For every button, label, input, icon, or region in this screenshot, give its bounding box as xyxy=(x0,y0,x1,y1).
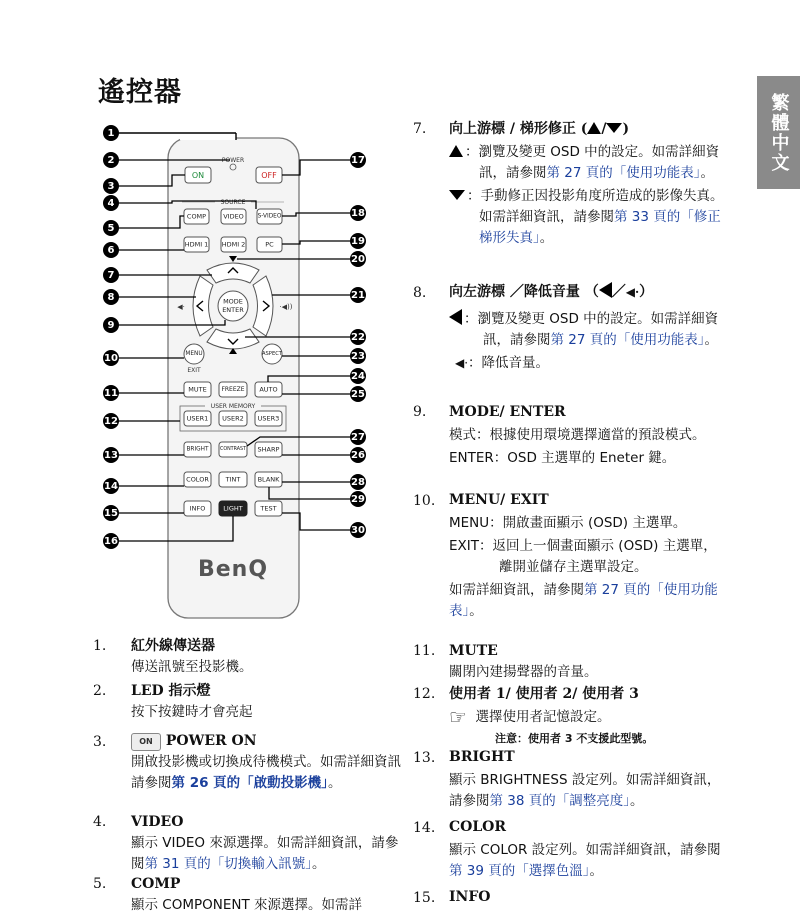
svg-text:HDMI 1: HDMI 1 xyxy=(184,240,209,249)
item-number: 2. xyxy=(93,683,107,699)
switch-input-link[interactable]: 第 31 頁的「切換輸入訊號」 xyxy=(144,856,313,872)
aspect-button[interactable] xyxy=(262,344,283,364)
item-heading: 向左游標 ／降低音量 （ xyxy=(449,284,599,300)
item-left-volume-down xyxy=(449,282,729,374)
item-up-keystone xyxy=(449,119,724,249)
callout-numbers-left xyxy=(103,125,119,549)
callout-14 xyxy=(103,478,119,494)
callout-number: 27 xyxy=(351,432,365,443)
callout-number: 30 xyxy=(351,525,365,536)
callout-2 xyxy=(103,152,119,168)
item-note: 注意：使用者 3 不支援此型號。 xyxy=(495,732,654,745)
keystone-triangle-icon xyxy=(606,123,622,133)
item-description: 傳送訊號至投影機。 xyxy=(131,659,253,675)
item-number: 14. xyxy=(413,820,436,836)
item-description: ENTER：OSD 主選單的 Eneter 鍵。 xyxy=(449,450,676,466)
svg-text:COMP: COMP xyxy=(186,212,207,221)
color-temp-link[interactable]: 第 39 頁的「選擇色溫」 xyxy=(449,863,590,879)
svg-text:MENU: MENU xyxy=(185,351,203,357)
use-menu-link[interactable]: 第 27 頁的「使用功能表」 xyxy=(550,332,705,348)
callout-number: 14 xyxy=(104,481,118,492)
item-heading: MODE/ ENTER xyxy=(449,404,566,420)
auto-button[interactable] xyxy=(255,382,282,397)
svg-text:ENTER: ENTER xyxy=(222,306,244,314)
callout-number: 21 xyxy=(351,290,365,301)
on-button[interactable] xyxy=(185,167,211,183)
item-mode-enter xyxy=(449,402,724,469)
callout-19 xyxy=(350,233,366,249)
svg-text:USER3: USER3 xyxy=(257,414,280,423)
item-description: ：降低音量。 xyxy=(468,355,550,371)
user2-button[interactable] xyxy=(219,411,247,426)
item-description-end: 。 xyxy=(327,775,342,791)
item-heading: INFO xyxy=(449,889,491,905)
callout-number: 1 xyxy=(107,128,115,139)
callout-number: 9 xyxy=(107,320,115,331)
benq-logo: BenQ xyxy=(197,557,269,582)
item-heading: MUTE xyxy=(449,643,498,659)
up-triangle-icon xyxy=(449,145,463,157)
freeze-button[interactable] xyxy=(219,382,247,397)
item-description: MENU：開啟畫面顯示 (OSD) 主選單。 xyxy=(449,515,687,531)
color-button[interactable] xyxy=(184,472,211,487)
item-number: 12. xyxy=(413,686,436,702)
info-button[interactable] xyxy=(184,501,211,516)
svg-text:MUTE: MUTE xyxy=(188,385,207,394)
item-number: 4. xyxy=(93,814,107,830)
item-description: 顯示 COLOR 設定列。如需詳細資訊，請參閱 xyxy=(449,842,721,858)
item-description: 顯示 BRIGHTNESS 設定列。如需詳細資訊，請參閱 xyxy=(449,772,721,809)
callout-13 xyxy=(103,447,119,463)
callout-4 xyxy=(103,195,119,211)
svg-text:PC: PC xyxy=(265,240,274,249)
svg-text:USER2: USER2 xyxy=(222,414,244,423)
item-description: 關閉內建揚聲器的音量。 xyxy=(449,664,598,680)
callout-3 xyxy=(103,178,119,194)
callout-number: 3 xyxy=(107,181,115,192)
hdmi2-button[interactable] xyxy=(221,237,246,252)
item-heading: 紅外線傳送器 xyxy=(131,638,215,654)
item-number: 15. xyxy=(413,890,436,906)
callout-21 xyxy=(350,287,366,303)
keystone-triangle-icon xyxy=(449,190,465,200)
svg-text:TINT: TINT xyxy=(225,475,241,484)
callout-number: 26 xyxy=(351,450,365,461)
callout-number: 10 xyxy=(104,353,118,364)
item-description: 按下按鍵時才會亮起 xyxy=(131,704,253,720)
item-comp xyxy=(131,874,411,916)
callout-number: 20 xyxy=(351,254,365,265)
pc-button[interactable] xyxy=(257,237,282,252)
mode-enter-button[interactable] xyxy=(218,291,248,321)
item-description: ：手動修正因投影角度所造成的影像失真。如需詳細資訊，請參閱 xyxy=(467,188,724,225)
callout-number: 23 xyxy=(351,351,365,362)
source-label: SOURCE xyxy=(220,199,246,206)
svg-text:COLOR: COLOR xyxy=(186,475,209,484)
item-description: ：瀏覽及變更 OSD 中的設定。如需詳細資訊，請參閱 xyxy=(465,144,720,181)
callout-15 xyxy=(103,505,119,521)
keystone-link[interactable]: 第 33 頁的「修正梯形失真」 xyxy=(479,209,721,246)
video-button[interactable] xyxy=(221,209,246,224)
callout-24 xyxy=(350,368,366,384)
item-video xyxy=(131,812,406,875)
svg-text:CONTRAST: CONTRAST xyxy=(219,447,247,452)
callout-number: 17 xyxy=(351,155,365,166)
item-number: 9. xyxy=(413,404,427,420)
item-number: 10. xyxy=(413,493,436,509)
svg-text:ASPECT: ASPECT xyxy=(261,351,283,357)
item-menu-exit xyxy=(449,490,724,622)
item-power-on xyxy=(131,731,406,794)
test-button[interactable] xyxy=(255,501,282,516)
heading-separator: ／ xyxy=(611,284,626,300)
item-led xyxy=(131,681,411,723)
hdmi1-button[interactable] xyxy=(184,237,209,252)
left-triangle-icon xyxy=(449,309,462,325)
blank-button[interactable] xyxy=(255,472,282,487)
page-title: 遙控器 xyxy=(98,77,182,108)
comp-button[interactable] xyxy=(184,209,209,224)
callout-17 xyxy=(350,152,366,168)
bright-button[interactable] xyxy=(184,442,211,457)
item-description: 開啟投影機或切換成待機模式。如需詳細資訊請參閱 xyxy=(131,754,401,791)
item-heading: MENU/ EXIT xyxy=(449,492,549,508)
item-number: 8. xyxy=(413,285,427,301)
item-heading: COLOR xyxy=(449,819,507,835)
svg-text:MODE: MODE xyxy=(223,297,243,306)
callout-25 xyxy=(350,386,366,402)
volume-down-icon: ◀· xyxy=(177,303,185,311)
user-memory-label: USER MEMORY xyxy=(210,403,256,410)
item-number: 11. xyxy=(413,643,436,659)
heading-end: ) xyxy=(622,121,630,137)
language-tab: 繁體中文 xyxy=(757,76,800,189)
item-ir-transmitter xyxy=(131,636,411,678)
svg-text:SHARP: SHARP xyxy=(257,445,280,454)
callout-number: 24 xyxy=(351,371,365,382)
on-button-icon: ON xyxy=(131,733,161,751)
svideo-button[interactable] xyxy=(257,209,282,224)
item-user-memory xyxy=(449,684,729,749)
callout-22 xyxy=(350,329,366,345)
callout-29 xyxy=(350,491,366,507)
brightness-link[interactable]: 第 38 頁的「調整亮度」 xyxy=(489,793,631,809)
callout-number: 28 xyxy=(351,477,365,488)
item-mute xyxy=(449,641,724,683)
svg-text:HDMI 2: HDMI 2 xyxy=(221,240,246,249)
up-triangle-icon xyxy=(587,122,601,134)
svg-text:AUTO: AUTO xyxy=(259,385,278,394)
callout-number: 2 xyxy=(107,155,115,166)
callout-8 xyxy=(103,289,119,305)
callout-number: 29 xyxy=(351,494,365,505)
item-description: 選擇使用者記憶設定。 xyxy=(475,709,611,725)
heading-end: ） xyxy=(639,284,654,300)
user3-button[interactable] xyxy=(255,411,282,426)
item-info xyxy=(449,887,724,908)
callout-number: 6 xyxy=(107,245,115,256)
item-description: ：瀏覽及變更 OSD 中的設定。如需詳細資訊，請參閱 xyxy=(464,311,719,348)
callout-number: 11 xyxy=(104,388,118,399)
heading-separator: / xyxy=(601,121,607,137)
item-color xyxy=(449,817,724,882)
note-hand-icon: ☞ xyxy=(449,705,467,729)
svg-text:LIGHT: LIGHT xyxy=(223,504,243,513)
item-description: 顯示 COMPONENT 來源選擇。如需詳 xyxy=(131,897,363,913)
callout-number: 13 xyxy=(104,450,118,461)
callout-23 xyxy=(350,348,366,364)
callout-number: 7 xyxy=(107,270,115,281)
svg-text:BRIGHT: BRIGHT xyxy=(186,446,209,453)
item-heading: LED 指示燈 xyxy=(131,683,211,699)
item-heading: 使用者 1/ 使用者 2/ 使用者 3 xyxy=(449,686,639,702)
speaker-icon: ◀· xyxy=(625,285,640,299)
use-menu-link[interactable]: 第 27 頁的「使用功能表」 xyxy=(449,582,718,619)
svg-text:S-VIDEO: S-VIDEO xyxy=(257,213,282,220)
item-number: 3. xyxy=(93,734,107,750)
power-on-link[interactable]: 第 26 頁的「啟動投影機」 xyxy=(171,775,328,791)
callout-12 xyxy=(103,413,119,429)
svg-text:TEST: TEST xyxy=(260,504,277,513)
item-description-end: 。 xyxy=(704,332,719,348)
left-triangle-icon xyxy=(599,282,612,298)
callout-number: 25 xyxy=(351,389,365,400)
callout-30 xyxy=(350,522,366,538)
callout-9 xyxy=(103,317,119,333)
callout-number: 22 xyxy=(351,332,365,343)
power-label: POWER xyxy=(221,157,245,164)
callout-18 xyxy=(350,205,366,221)
callout-28 xyxy=(350,474,366,490)
callout-27 xyxy=(350,429,366,445)
svg-text:VIDEO: VIDEO xyxy=(223,212,244,221)
callout-numbers-right xyxy=(350,152,366,538)
svg-text:FREEZE: FREEZE xyxy=(221,386,245,393)
item-description-end: 。 xyxy=(469,603,483,619)
callout-10 xyxy=(103,350,119,366)
mute-button[interactable] xyxy=(184,382,211,397)
callout-number: 15 xyxy=(104,508,118,519)
callout-1 xyxy=(103,125,119,141)
svg-text:BLANK: BLANK xyxy=(257,475,280,484)
svg-text:INFO: INFO xyxy=(189,504,206,513)
user1-button[interactable] xyxy=(184,411,211,426)
item-description-end: 。 xyxy=(700,165,715,181)
off-button[interactable] xyxy=(256,167,282,183)
menu-button[interactable] xyxy=(184,344,204,364)
volume-up-icon: ·◀)) xyxy=(279,303,293,311)
sharp-button[interactable] xyxy=(255,442,282,457)
svg-text:OFF: OFF xyxy=(261,171,277,180)
contrast-button[interactable] xyxy=(219,442,247,457)
item-description-end: 。 xyxy=(312,856,326,872)
item-heading: VIDEO xyxy=(131,814,184,830)
use-menu-link[interactable]: 第 27 頁的「使用功能表」 xyxy=(546,165,701,181)
callout-number: 19 xyxy=(351,236,365,247)
callout-26 xyxy=(350,447,366,463)
item-number: 1. xyxy=(93,638,107,654)
item-number: 13. xyxy=(413,750,436,766)
item-description: EXIT：返回上一個畫面顯示 (OSD) 主選單，離開並儲存主選單設定。 xyxy=(449,538,717,575)
callout-6 xyxy=(103,242,119,258)
callout-11 xyxy=(103,385,119,401)
callout-number: 16 xyxy=(104,536,118,547)
callout-number: 5 xyxy=(107,223,115,234)
callout-5 xyxy=(103,220,119,236)
svg-text:ON: ON xyxy=(191,171,205,180)
callout-16 xyxy=(103,533,119,549)
callout-number: 18 xyxy=(351,208,365,219)
light-button[interactable] xyxy=(219,501,247,516)
callout-number: 4 xyxy=(107,198,115,209)
item-heading: BRIGHT xyxy=(449,749,515,765)
svg-text:USER1: USER1 xyxy=(186,414,209,423)
item-description-end: 。 xyxy=(589,863,604,879)
exit-label: EXIT xyxy=(187,367,201,374)
item-description-end: 。 xyxy=(630,793,644,809)
item-description: 顯示 VIDEO 來源選擇。如需詳細資訊，請參閱 xyxy=(131,835,399,872)
callout-number: 8 xyxy=(107,292,115,303)
item-heading: POWER ON xyxy=(165,733,257,749)
item-heading: 向上游標 / 梯形修正 ( xyxy=(449,121,588,137)
callout-20 xyxy=(350,251,366,267)
item-bright xyxy=(449,747,724,812)
item-description: 如需詳細資訊，請參閱 xyxy=(449,582,584,598)
callout-number: 12 xyxy=(104,416,118,427)
item-description-end: 。 xyxy=(539,230,554,246)
tint-button[interactable] xyxy=(219,472,247,487)
item-description: 模式：根據使用環境選擇適當的預設模式。 xyxy=(449,427,706,443)
item-heading: COMP xyxy=(131,876,181,892)
item-number: 7. xyxy=(413,121,427,137)
item-number: 5. xyxy=(93,876,107,892)
callout-7 xyxy=(103,267,119,283)
speaker-icon: ◀· xyxy=(455,356,469,370)
